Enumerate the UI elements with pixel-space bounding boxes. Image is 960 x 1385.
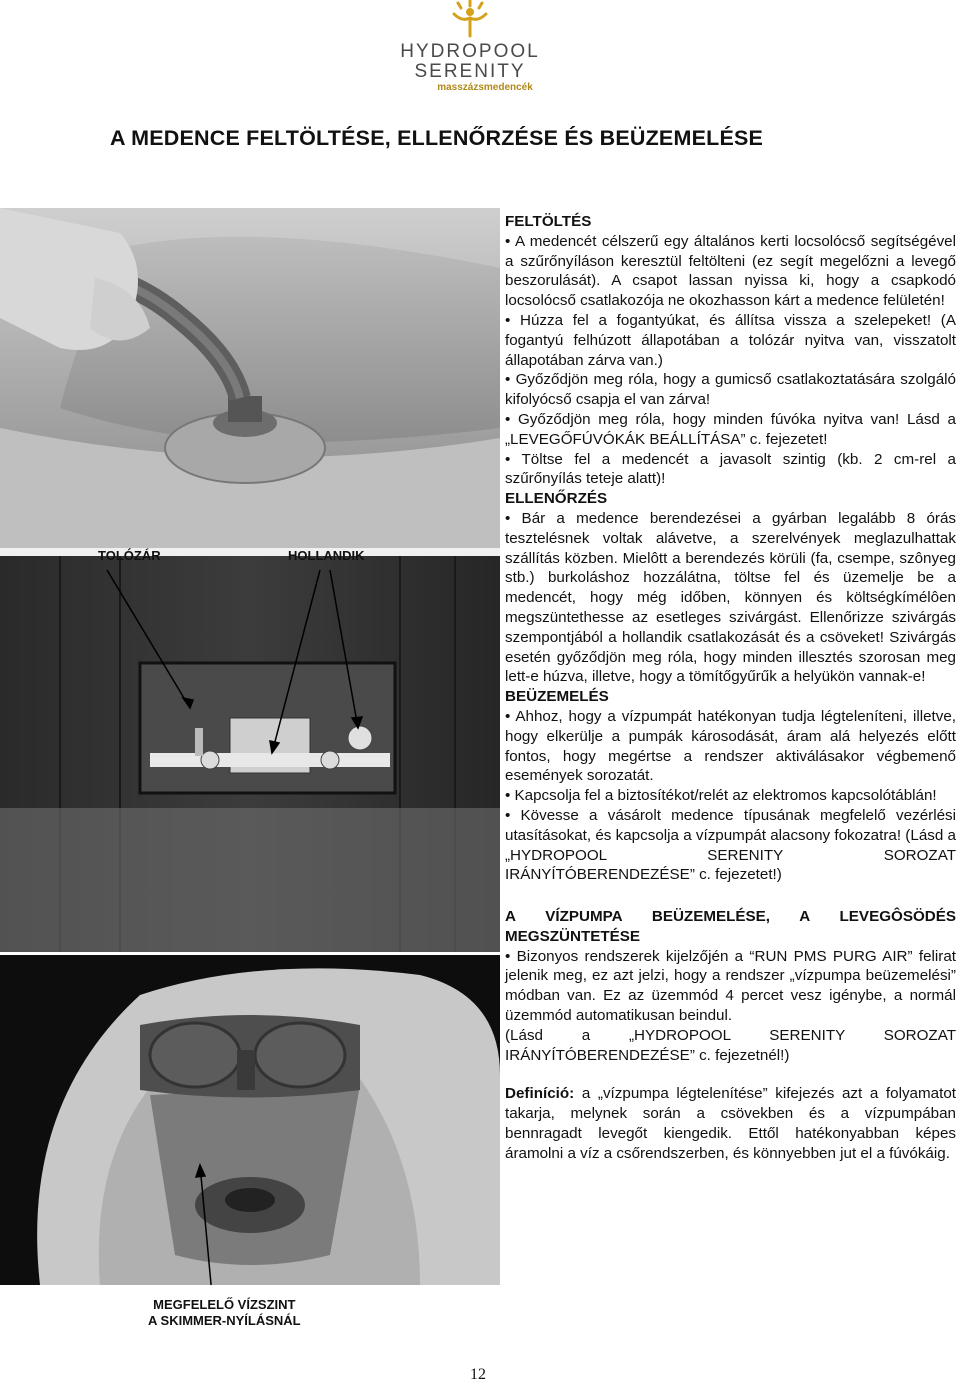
brand-logo <box>400 0 540 100</box>
instructions-column <box>505 212 956 1164</box>
filling-and-equipment-photo <box>0 208 500 952</box>
feltoltes-item-2: • Húzza fel a fogantyúkat, és állítsa vissza a szelepeket! (A fogantyú felhúzott állapotában a tolózár nyitva van, visszatolt állapotában zárva van.) <box>505 311 956 369</box>
callout-water-level <box>148 1297 301 1329</box>
feltoltes-item-5: • Töltse fel a medencét a javasolt szintig (kb. 2 cm-rel a szűrőnyílás teteje alatt)! <box>505 450 956 488</box>
feltoltes-item-4: • Győződjön meg róla, hogy minden fúvóka nyitva van! Lásd a „LEVEGŐFÚVÓKÁK BEÁLLÍTÁSA” c. fejezetet! <box>505 410 956 448</box>
vizpumpa-reference: (Lásd a „HYDROPOOL SERENITY SOROZAT IRÁNYÍTÓBERENDEZÉSE” c. fejezetnél!) <box>505 1026 956 1064</box>
beuzemeles-item-3: • Kövesse a vásárolt medence típusának megfelelő vezérlési utasításokat, és kapcsolja a vízpumpát alacsony fokozatra! (Lásd a „HYDROPOOL SERENITY SOROZAT IRÁNYÍTÓBERENDEZÉSE” c. fejezetet!) <box>505 806 956 884</box>
page-number: 12 <box>470 1366 486 1383</box>
vizpumpa-item: • Bizonyos rendszerek kijelzőjén a “RUN PMS PURG AIR” felirat jelenik meg, ez azt jelzi, hogy a rendszer „vízpumpa beüzemelési” módban van. Ez az üzemmód 4 percet vesz igénybe, a normál üzemmód automatikusan beindul. <box>505 947 956 1025</box>
page-title: A MEDENCE FELTÖLTÉSE, ELLENŐRZÉSE ÉS BEÜZEMELÉSE <box>110 126 764 150</box>
callout-water-level-line1: MEGFELELŐ VÍZSZINT <box>153 1297 296 1312</box>
section-heading-vizpumpa: A VÍZPUMPA BEÜZEMELÉSE, A LEVEGÔSÖDÉS MEGSZÜNTETÉSE <box>505 908 956 945</box>
definition-label: Definíció: <box>505 1085 575 1103</box>
feltoltes-item-3: • Győződjön meg róla, hogy a gumicső csatlakoztatására szolgáló kifolyócső csapja el van zárva! <box>505 371 956 409</box>
feltoltes-item-1: • A medencét célszerű egy általános kerti locsolócső segítségével a szűrőnyíláson keresztül feltölteni (ez segít megelőzni a levegő beszorulását). A csapot lassan nyissa ki, hogy a csapkodó locsolócső csatlakozója ne okozhasson kárt a medence felületén! <box>505 232 956 310</box>
section-heading-beuzemeles: BEÜZEMELÉS <box>505 688 609 706</box>
section-heading-ellenorzes: ELLENŐRZÉS <box>505 490 608 508</box>
beuzemeles-item-2: • Kapcsolja fel a biztosítékot/relét az elektromos kapcsolótáblán! <box>505 787 937 805</box>
callout-tolozar: TOLÓZÁR <box>98 548 161 563</box>
logo-tagline: masszázsmedencék <box>437 82 533 93</box>
definition-paragraph <box>505 1084 956 1163</box>
logo-line-2: SERENITY <box>414 61 526 82</box>
skimmer-photo <box>0 955 500 1285</box>
section-heading-feltoltes: FELTÖLTÉS <box>505 213 592 230</box>
sun-figure-icon <box>440 0 500 40</box>
callout-hollandik: HOLLANDIK <box>288 548 365 563</box>
ellenorzes-text: • Bár a medence berendezései a gyárban legalább 8 órás tesztelésnek voltak alávetve, a szerelvények meglazulhattak szállítás közben. Mielôtt a berendezés körüli (fa, csempe, szônyeg stb.) burkoláshoz hozzálátna, töltse fel és üzemelje be a medencét, hogy még időben, könnyen és költségkímélôen megszüntethesse az esetleges szivárgást. Ellenőrizze szivárgás szempontjából a hollandik csatlakozását és a csöveket! Szivárgás esetén győződjön meg róla, hogy minden illesztés szorosan meg lett-e húzva, illetve, hogy a tömítőgyűrűk a helyükön vannak-e! <box>505 509 956 686</box>
callout-water-level-line2: A SKIMMER-NYÍLÁSNÁL <box>148 1313 301 1328</box>
definition-text: a „vízpumpa légtelenítése” kifejezés azt a folyamatot takarja, melynek során a csövekben és a vízpumpában bennragadt levegőt kiengedik. Ettől hatékonyabban képes áramolni a víz a csőrendszerben, és könnyebben jut el a fúvókáig. <box>505 1085 956 1162</box>
beuzemeles-item-1: • Ahhoz, hogy a vízpumpát hatékonyan tudja légteleníteni, illetve, hogy elkerülje a pumpák károsodását, áram alá helyezés előtt fontos, hogy megértse a rendszer aktiválásakor végbemenő események sorozatát. <box>505 707 956 785</box>
logo-line-1: HYDROPOOL <box>400 41 540 62</box>
